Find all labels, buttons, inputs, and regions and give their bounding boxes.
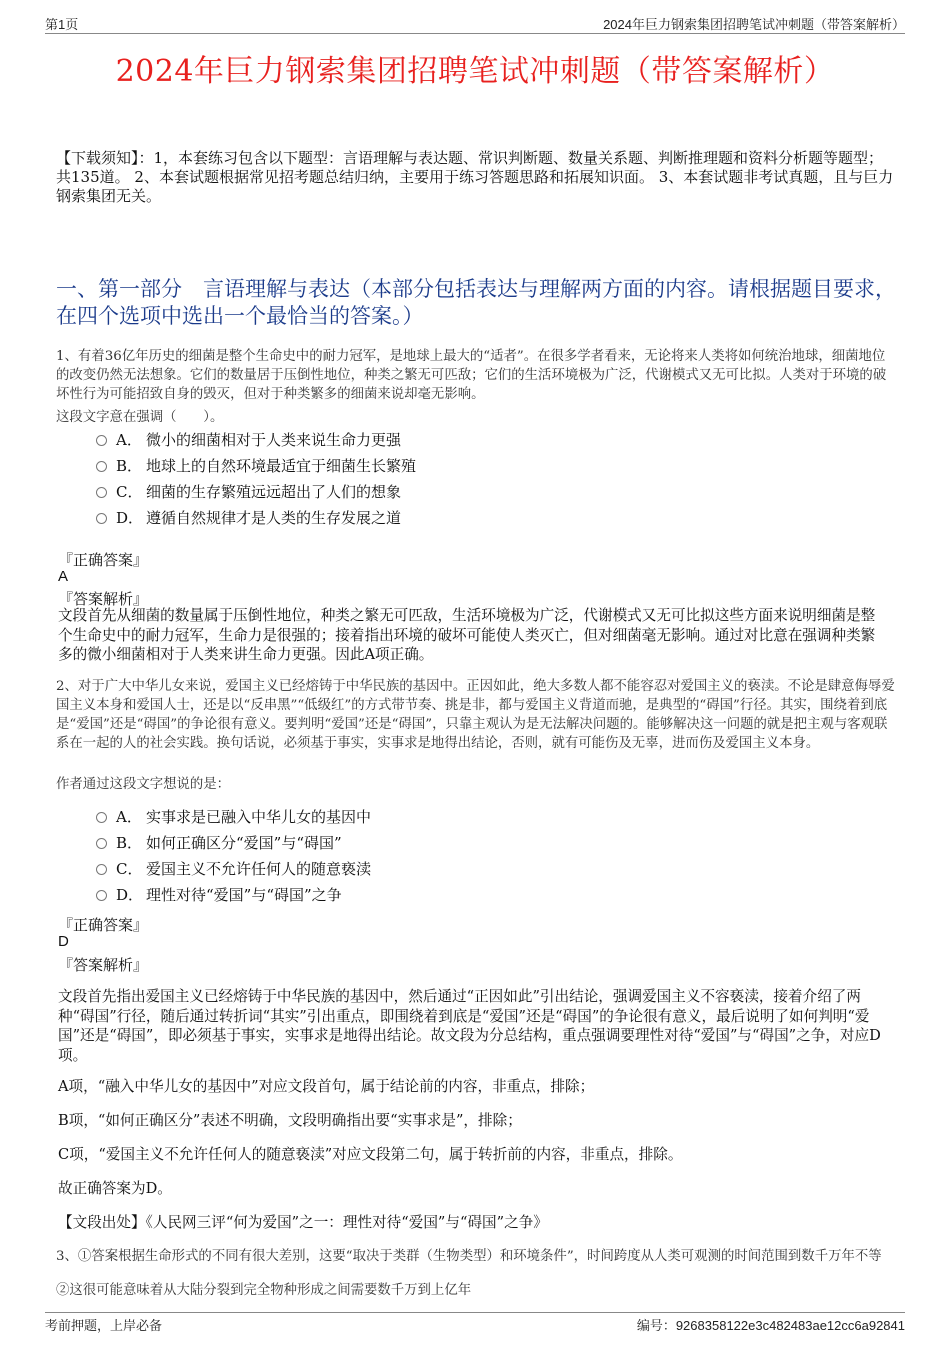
question-3-line-1: 3、①答案根据生命形式的不同有很大差别，这要“取决于类群（生物类型）和环境条件”，时间跨度从人类可观测的时间范围到数千万年不等	[56, 1249, 882, 1264]
footer-divider	[45, 1312, 905, 1313]
page-number: 第1页	[45, 17, 79, 32]
radio-icon[interactable]	[96, 461, 107, 472]
question-2-text: 2、对于广大中华儿女来说，爱国主义已经熔铸于中华民族的基因中。正因如此，绝大多数人都不能容忍对爱国主义的亵渎。不论是肆意侮辱爱国主义本身和爱国人士，还是以“反串黑”“低级红”的方式带节奏、挑是非，都与爱国主义背道而驰，是典型的“碍国”行径。其实，围绕着到底是“爱国”还是“碍国”的争论很有意义。要判明“爱国”还是“碍国”，只靠主观认为是无法解决问题的。能够解决这一问题的就是把主观与客观联系在一起的人的社会实践。换句话说，必须基于事实，实事求是地得出结论，否则，就有可能伤及无辜，进而伤及爱国主义本身。	[56, 679, 895, 751]
download-notice: 【下载须知】：1，本套练习包含以下题型：言语理解与表达题、常识判断题、数量关系题、判断推理题和资料分析题等题型；共135道。 2、本套试题根据常见招考题总结归纳，主要用于练习答题思路和拓展知识面。 3、本套试题非考试真题，且与巨力钢索集团无关。	[56, 149, 894, 205]
radio-icon[interactable]	[96, 513, 107, 524]
q2-analysis: 文段首先指出爱国主义已经熔铸于中华民族的基因中，然后通过“正因如此”引出结论，强调爱国主义不容亵渎，接着介绍了两种“碍国”行径，随后通过转折词“其实”引出重点，即围绕着到底是“爱国”还是“碍国”的争论很有意义，最后说明了如何判明“爱国”还是“碍国”，即必须基于事实，实事求是地得出结论。故文段为分总结构，重点强调要理性对待“爱国”与“碍国”之争，对应D项。	[58, 988, 881, 1064]
question-2-stem: 作者通过这段文字想说的是：	[56, 777, 231, 792]
page-title: 2024年巨力钢索集团招聘笔试冲刺题（带答案解析）	[115, 54, 835, 89]
radio-icon[interactable]	[96, 890, 107, 901]
q2-option-b[interactable]: B． 如何正确区分“爱国”与“碍国”	[96, 833, 342, 853]
q1-option-a[interactable]: A． 微小的细菌相对于人类来说生命力更强	[96, 430, 401, 450]
q1-analysis: 文段首先从细菌的数量属于压倒性地位，种类之繁无可匹敌，生活环境极为广泛，代谢模式又无可比拟这些方面来说明细菌是整个生命史中的耐力冠军，生命力是很强的；接着指出环境的破坏可能使人类灭亡，但对细菌毫无影响。通过对比意在强调种类繁多的微小细菌相对于人类来讲生命力更强。因此A项正确。	[58, 607, 876, 663]
q1-option-c[interactable]: C． 细菌的生存繁殖远远超出了人们的想象	[96, 482, 401, 502]
document-code: 编号：9268358122e3c482483ae12cc6a92841	[636, 1318, 905, 1333]
radio-icon[interactable]	[96, 864, 107, 875]
q2-option-a[interactable]: A． 实事求是已融入中华儿女的基因中	[96, 807, 371, 827]
question-3-line-2: ②这很可能意味着从大陆分裂到完全物种形成之间需要数千万到上亿年	[56, 1283, 472, 1298]
header-divider	[45, 33, 905, 34]
q1-answer: A	[58, 568, 69, 585]
q1-option-d[interactable]: D． 遵循自然规律才是人类的生存发展之道	[96, 508, 401, 528]
q1-answer-label: 『正确答案』	[58, 551, 149, 569]
q2-analysis-line-b: B项，“如何正确区分”表述不明确，文段明确指出要“实事求是”，排除；	[58, 1112, 522, 1129]
q2-option-d[interactable]: D． 理性对待“爱国”与“碍国”之争	[96, 885, 342, 905]
radio-icon[interactable]	[96, 812, 107, 823]
q1-analysis-label: 『答案解析』	[58, 590, 149, 608]
section-heading: 一、第一部分 言语理解与表达（本部分包括表达与理解两方面的内容。请根据题目要求，在四个选项中选出一个最恰当的答案。）	[56, 277, 896, 328]
q2-analysis-line-a: A项，“融入中华儿女的基因中”对应文段首句，属于结论前的内容，非重点，排除；	[58, 1078, 595, 1095]
q2-source: 【文段出处】《人民网三评“何为爱国”之一：理性对待“爱国”与“碍国”之争》	[58, 1214, 548, 1231]
q2-conclusion: 故正确答案为D。	[58, 1180, 172, 1197]
footer-slogan: 考前押题，上岸必备	[45, 1318, 163, 1333]
radio-icon[interactable]	[96, 435, 107, 446]
q2-analysis-line-c: C项，“爱国主义不允许任何人的随意亵渎”对应文段第二句，属于转折前的内容，非重点，排除。	[58, 1146, 683, 1163]
q2-analysis-label: 『答案解析』	[58, 956, 149, 974]
q1-option-b[interactable]: B． 地球上的自然环境最适宜于细菌生长繁殖	[96, 456, 416, 476]
radio-icon[interactable]	[96, 487, 107, 498]
question-1-text: 1、有着36亿年历史的细菌是整个生命史中的耐力冠军，是地球上最大的“适者”。在很多学者看来，无论将来人类将如何统治地球，细菌地位的改变仍然无法想象。它们的数量居于压倒性地位，种类之繁无可匹敌；它们的生活环境极为广泛，代谢模式又无可比拟。人类对于环境的破坏性行为可能招致自身的毁灭，但对于种类繁多的细菌来说却毫无影响。	[56, 349, 887, 402]
q2-option-c[interactable]: C． 爱国主义不允许任何人的随意亵渎	[96, 859, 371, 879]
question-1-stem: 这段文字意在强调（ ）。	[56, 410, 224, 425]
q2-answer: D	[58, 933, 69, 950]
q2-answer-label: 『正确答案』	[58, 916, 149, 934]
running-title: 2024年巨力钢索集团招聘笔试冲刺题（带答案解析）	[603, 17, 905, 32]
radio-icon[interactable]	[96, 838, 107, 849]
